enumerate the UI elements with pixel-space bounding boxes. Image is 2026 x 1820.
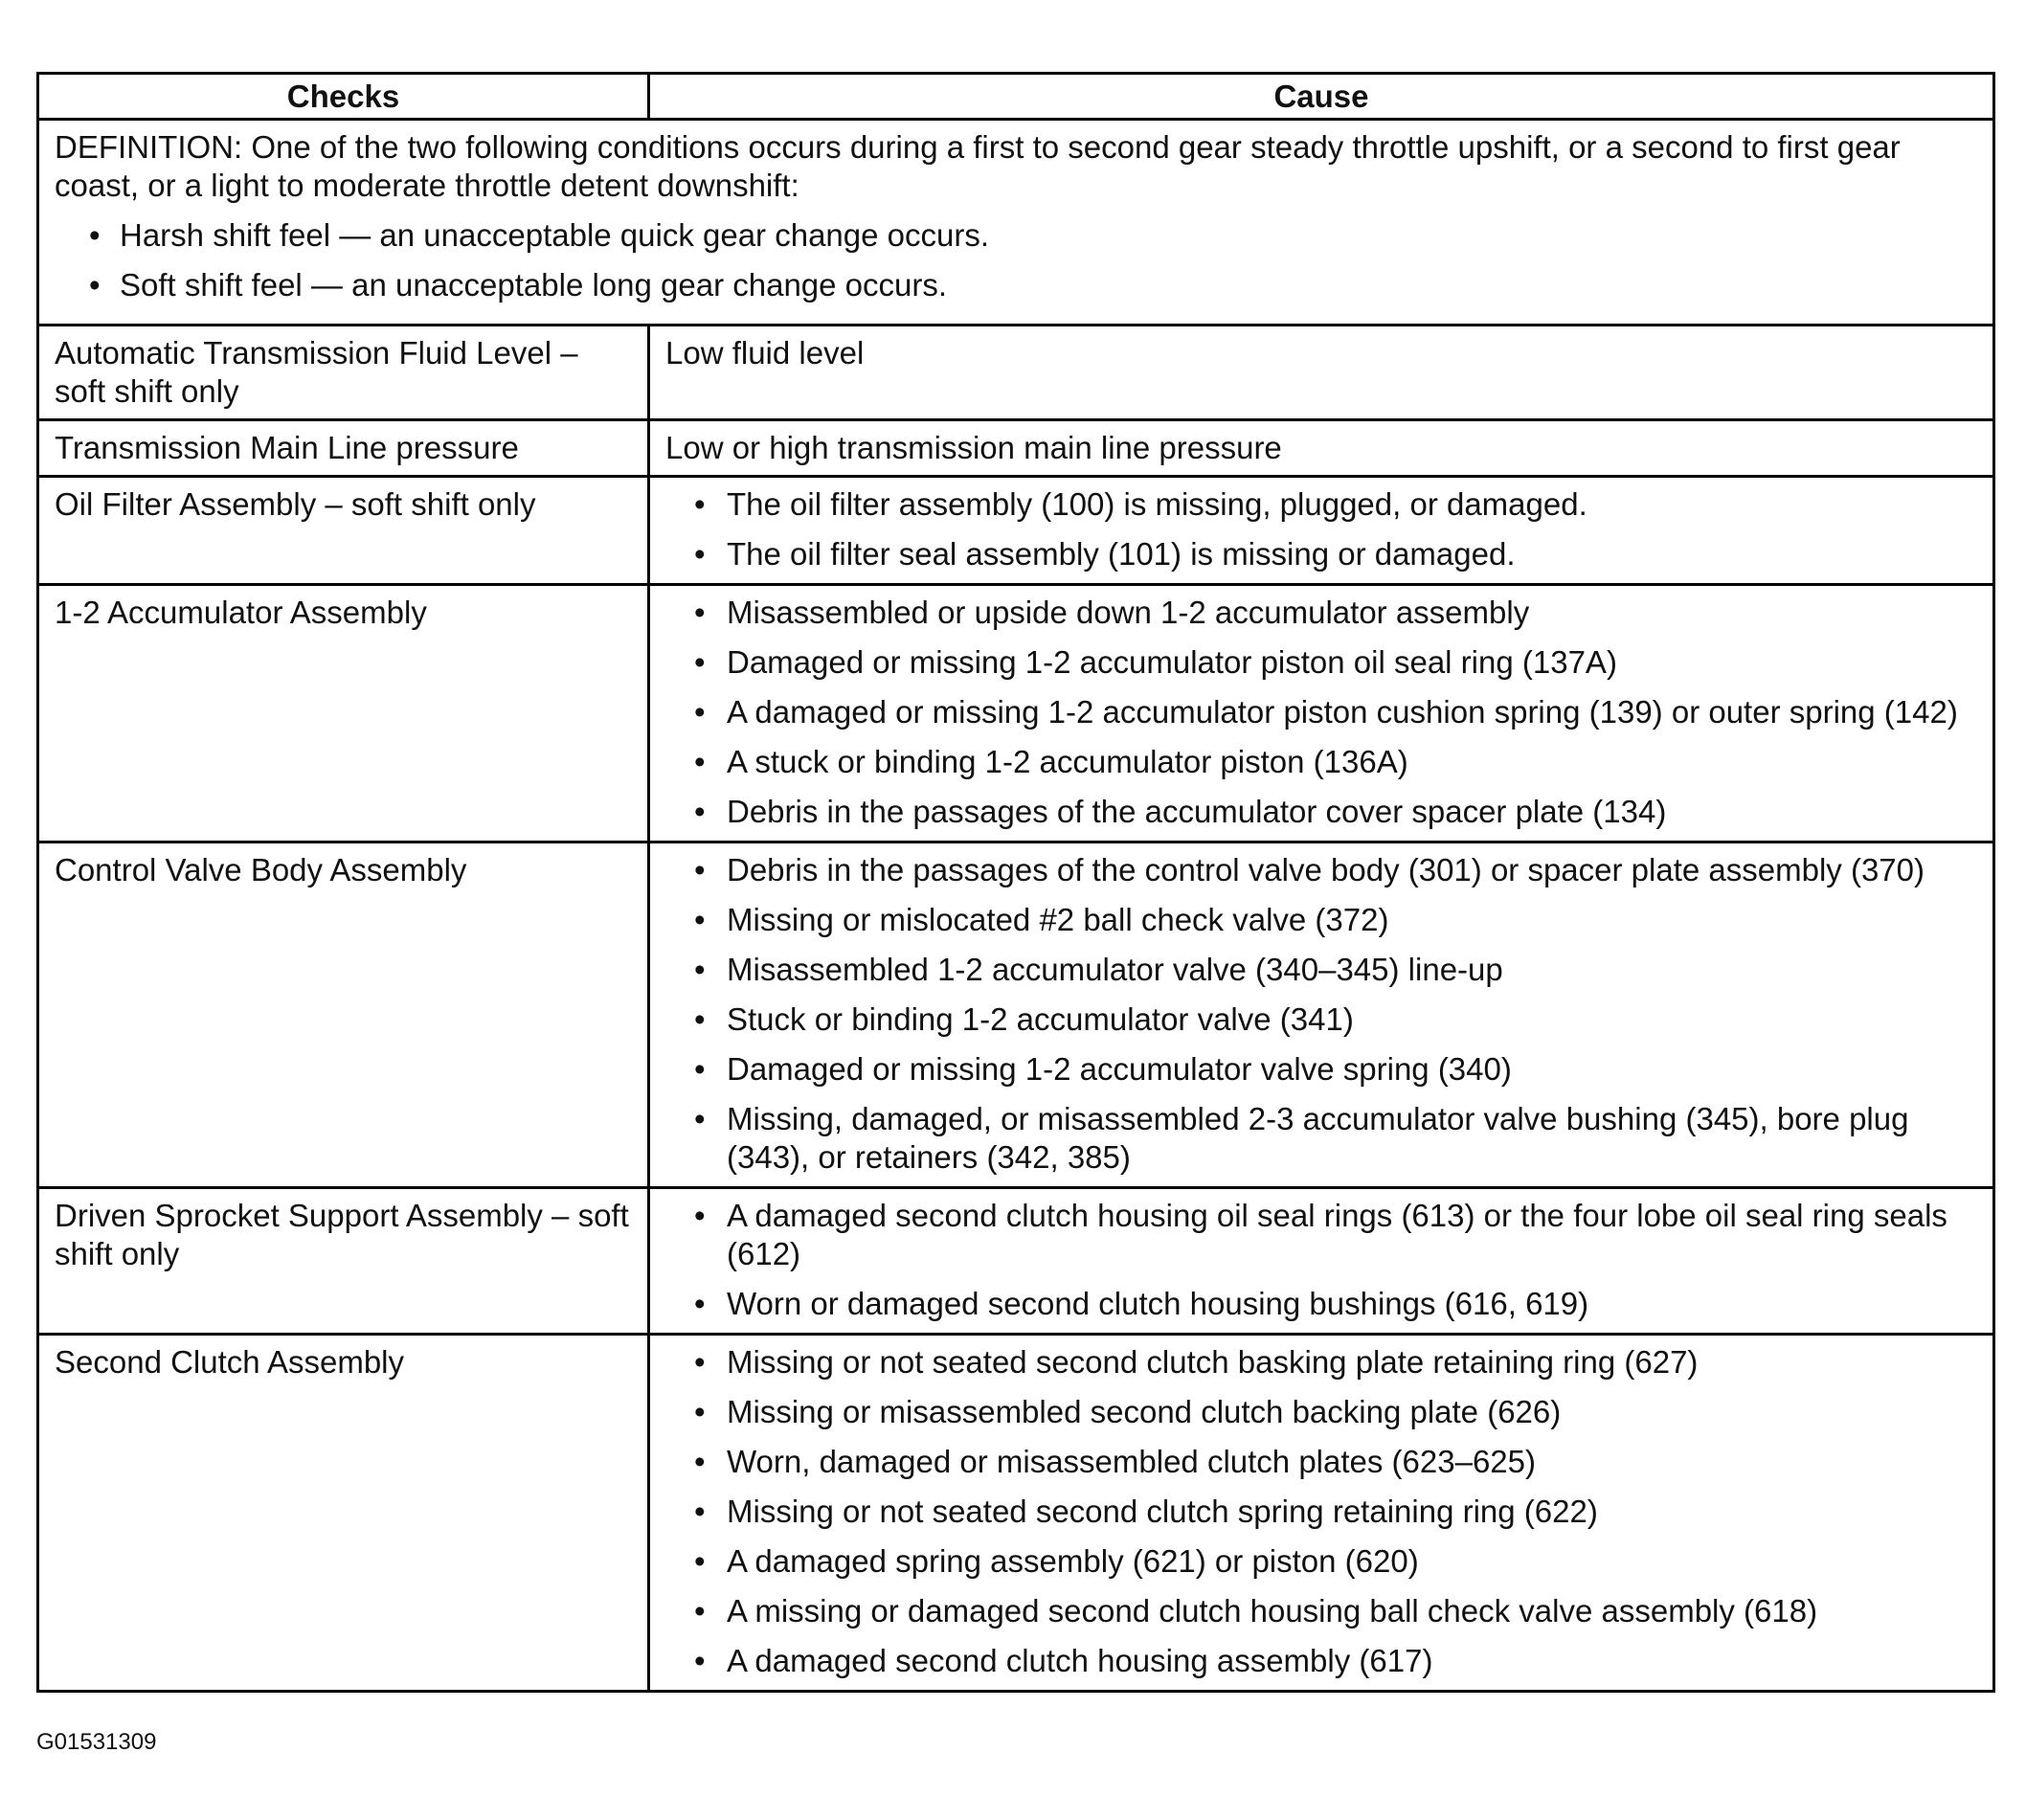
cause-list [694,1197,1979,1323]
cause-item: • Missing or mislocated #2 ball check valve (372) [694,901,1979,939]
cause-list [694,851,1979,1177]
cause-item: • The oil filter assembly (100) is missing, plugged, or damaged. [694,485,1979,524]
cause-item: • Misassembled 1-2 accumulator valve (340–345) line-up [694,951,1979,989]
table-row [38,326,1994,420]
table-row [38,420,1994,477]
definition-list [89,216,1979,304]
cause-cell [649,843,1994,1188]
checks-column-header: Checks [38,74,649,120]
figure-id: G01531309 [36,1729,157,1755]
check-cell: Oil Filter Assembly – soft shift only [38,477,649,585]
check-cell: Control Valve Body Assembly [38,843,649,1188]
cause-list [694,594,1979,831]
cause-item: • A damaged second clutch housing oil seal rings (613) or the four lobe oil seal ring seals (612) [694,1197,1979,1273]
cause-item: • Worn, damaged or misassembled clutch plates (623–625) [694,1443,1979,1481]
cause-cell [649,585,1994,843]
cause-item: • A stuck or binding 1-2 accumulator piston (136A) [694,743,1979,781]
cause-item: • Damaged or missing 1-2 accumulator piston oil seal ring (137A) [694,643,1979,682]
cause-item: • Stuck or binding 1-2 accumulator valve (341) [694,1000,1979,1039]
table-row [38,1335,1994,1692]
cause-cell: Low fluid level [649,326,1994,420]
cause-list [694,485,1979,573]
definition-row [38,120,1994,326]
cause-cell [649,477,1994,585]
cause-item: • Misassembled or upside down 1-2 accumulator assembly [694,594,1979,632]
cause-column-header: Cause [649,74,1994,120]
cause-item: • A missing or damaged second clutch housing ball check valve assembly (618) [694,1592,1979,1630]
cause-cell [649,1335,1994,1692]
check-cell: Second Clutch Assembly [38,1335,649,1692]
check-cell: 1-2 Accumulator Assembly [38,585,649,843]
diagnostic-document [36,72,1992,1693]
definition-text: DEFINITION: One of the two following conditions occurs during a first to second gear steady throttle upshift, or a second to first gear coast, or a light to moderate throttle detent downshift: [55,129,1901,203]
table-row [38,477,1994,585]
cause-item: • Debris in the passages of the accumulator cover spacer plate (134) [694,793,1979,831]
cause-item: • A damaged spring assembly (621) or piston (620) [694,1542,1979,1581]
table-row [38,1188,1994,1335]
cause-list [694,1343,1979,1680]
cause-item: • Damaged or missing 1-2 accumulator valve spring (340) [694,1050,1979,1089]
cause-item: • Missing, damaged, or misassembled 2-3 accumulator valve bushing (345), bore plug (343), or retainers (342, 385) [694,1100,1979,1177]
check-cell: Transmission Main Line pressure [38,420,649,477]
table-row [38,843,1994,1188]
cause-item: • Worn or damaged second clutch housing bushings (616, 619) [694,1285,1979,1323]
table-header-row [38,74,1994,120]
definition-bullet: • Soft shift feel — an unacceptable long gear change occurs. [89,266,1979,304]
cause-item: • Missing or not seated second clutch spring retaining ring (622) [694,1493,1979,1531]
cause-item: • A damaged second clutch housing assembly (617) [694,1642,1979,1680]
definition-bullet: • Harsh shift feel — an unacceptable quick gear change occurs. [89,216,1979,255]
diagnostic-table [36,72,1995,1693]
cause-cell: Low or high transmission main line pressure [649,420,1994,477]
check-cell: Automatic Transmission Fluid Level – soft shift only [38,326,649,420]
cause-item: • The oil filter seal assembly (101) is missing or damaged. [694,535,1979,573]
cause-item: • A damaged or missing 1-2 accumulator piston cushion spring (139) or outer spring (142) [694,693,1979,731]
definition-cell [38,120,1994,326]
check-cell: Driven Sprocket Support Assembly – soft shift only [38,1188,649,1335]
cause-item: • Missing or misassembled second clutch backing plate (626) [694,1393,1979,1431]
table-row [38,585,1994,843]
cause-item: • Missing or not seated second clutch basking plate retaining ring (627) [694,1343,1979,1382]
cause-cell [649,1188,1994,1335]
cause-item: • Debris in the passages of the control valve body (301) or spacer plate assembly (370) [694,851,1979,889]
